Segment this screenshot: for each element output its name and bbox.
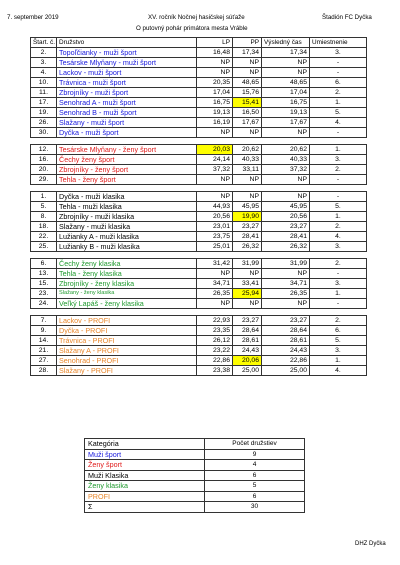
summary-row xyxy=(85,470,305,481)
summary-row xyxy=(85,460,305,471)
place-cell: 6. xyxy=(310,326,367,336)
lp-time-cell: NP xyxy=(197,299,233,309)
pp-time-cell: 15,41 xyxy=(233,98,262,108)
pp-time-cell: NP xyxy=(233,175,262,185)
place-cell: 2. xyxy=(310,165,367,175)
place-cell: 3. xyxy=(310,242,367,252)
start-number-cell: 18. xyxy=(31,222,57,232)
table-row xyxy=(31,212,367,222)
table-row xyxy=(31,108,367,118)
team-name-cell: Tehla - muži klasika xyxy=(57,202,197,212)
start-number-cell: 11. xyxy=(31,88,57,98)
lp-time-cell: 20,03 xyxy=(197,145,233,155)
pp-time-cell: 28,61 xyxy=(233,336,262,346)
table-row xyxy=(31,222,367,232)
pp-time-cell: 31,99 xyxy=(233,259,262,269)
team-name-cell: Veľký Lapáš - ženy klasika xyxy=(57,299,197,309)
team-name-cell: Slažany - muži šport xyxy=(57,118,197,128)
pp-time-cell: 20,62 xyxy=(233,145,262,155)
lp-time-cell: 23,01 xyxy=(197,222,233,232)
start-number-cell: 3. xyxy=(31,58,57,68)
place-cell: 3. xyxy=(310,48,367,58)
summary-header-row xyxy=(85,439,305,450)
team-name-cell: Senohrad B - muži šport xyxy=(57,108,197,118)
table-row xyxy=(31,192,367,202)
start-number-cell: 28. xyxy=(31,366,57,376)
start-number-cell: 6. xyxy=(31,259,57,269)
place-cell: 6. xyxy=(310,78,367,88)
team-name-cell: Lužianky B - muži klasika xyxy=(57,242,197,252)
lp-time-cell: 22,86 xyxy=(197,356,233,366)
table-row xyxy=(31,128,367,138)
place-cell: - xyxy=(310,128,367,138)
table-row xyxy=(31,118,367,128)
table-row xyxy=(31,299,367,309)
start-number-cell: 7. xyxy=(31,316,57,326)
summary-category-count: 6 xyxy=(205,491,305,502)
place-cell: 2. xyxy=(310,88,367,98)
pp-time-cell: 45,95 xyxy=(233,202,262,212)
pp-time-cell: NP xyxy=(233,269,262,279)
col-place-header: Umiestnenie xyxy=(310,38,367,48)
lp-time-cell: 24,14 xyxy=(197,155,233,165)
place-cell: 2. xyxy=(310,259,367,269)
team-name-cell: Slažany - PROFI xyxy=(57,366,197,376)
pp-time-cell: 25,94 xyxy=(233,289,262,299)
start-number-cell: 24. xyxy=(31,299,57,309)
summary-category-label: PROFI xyxy=(85,491,205,502)
table-row xyxy=(31,269,367,279)
summary-count-header: Počet družstiev xyxy=(205,439,305,450)
team-name-cell: Dyčka - PROFI xyxy=(57,326,197,336)
summary-category-count: 9 xyxy=(205,449,305,460)
event-title: XV. ročník Nočnej hasičskej súťaže xyxy=(148,14,245,21)
team-name-cell: Lackov - muži šport xyxy=(57,68,197,78)
final-time-cell: 17,04 xyxy=(262,88,310,98)
table-row xyxy=(31,88,367,98)
table-row xyxy=(31,78,367,88)
lp-time-cell: 23,38 xyxy=(197,366,233,376)
col-pp-header: PP xyxy=(233,38,262,48)
place-cell: - xyxy=(310,299,367,309)
summary-row xyxy=(85,502,305,513)
start-number-cell: 25. xyxy=(31,242,57,252)
pp-time-cell: 20,06 xyxy=(233,356,262,366)
start-number-cell: 10. xyxy=(31,78,57,88)
summary-category-count: 30 xyxy=(205,502,305,513)
pp-time-cell: NP xyxy=(233,58,262,68)
lp-time-cell: 31,42 xyxy=(197,259,233,269)
lp-time-cell: 19,13 xyxy=(197,108,233,118)
footer-organizer: DHZ Dyčka xyxy=(355,541,386,547)
start-number-cell: 26. xyxy=(31,118,57,128)
pp-time-cell: 28,41 xyxy=(233,232,262,242)
team-name-cell: Zbrojníky - muži šport xyxy=(57,88,197,98)
place-cell: 4. xyxy=(310,232,367,242)
lp-time-cell: 25,01 xyxy=(197,242,233,252)
table-row xyxy=(31,289,367,299)
table-row xyxy=(31,165,367,175)
lp-time-cell: NP xyxy=(197,269,233,279)
final-time-cell: NP xyxy=(262,175,310,185)
results-table xyxy=(30,37,367,376)
final-time-cell: 23,27 xyxy=(262,222,310,232)
team-name-cell: Tehla - ženy šport xyxy=(57,175,197,185)
place-cell: 3. xyxy=(310,346,367,356)
group-separator xyxy=(31,185,367,192)
final-time-cell: 31,99 xyxy=(262,259,310,269)
team-name-cell: Senohrad A - muži šport xyxy=(57,98,197,108)
lp-time-cell: 26,35 xyxy=(197,289,233,299)
team-name-cell: Zbrojníky - ženy klasika xyxy=(57,279,197,289)
final-time-cell: 16,75 xyxy=(262,98,310,108)
start-number-cell: 2. xyxy=(31,48,57,58)
start-number-cell: 12. xyxy=(31,145,57,155)
table-row xyxy=(31,336,367,346)
final-time-cell: 28,41 xyxy=(262,232,310,242)
table-row xyxy=(31,242,367,252)
team-name-cell: Slažany A - PROFI xyxy=(57,346,197,356)
results-header-row xyxy=(31,38,367,48)
final-time-cell: 17,67 xyxy=(262,118,310,128)
summary-row xyxy=(85,491,305,502)
final-time-cell: 17,34 xyxy=(262,48,310,58)
team-name-cell: Čechy ženy šport xyxy=(57,155,197,165)
final-time-cell: 25,00 xyxy=(262,366,310,376)
place-cell: 3. xyxy=(310,155,367,165)
table-row xyxy=(31,356,367,366)
start-number-cell: 4. xyxy=(31,68,57,78)
start-number-cell: 22. xyxy=(31,232,57,242)
table-row xyxy=(31,232,367,242)
lp-time-cell: 20,56 xyxy=(197,212,233,222)
start-number-cell: 5. xyxy=(31,202,57,212)
category-summary-table xyxy=(84,438,305,513)
start-number-cell: 14. xyxy=(31,336,57,346)
pp-time-cell: 33,41 xyxy=(233,279,262,289)
place-cell: 1. xyxy=(310,145,367,155)
pp-time-cell: 16,50 xyxy=(233,108,262,118)
group-separator xyxy=(31,309,367,316)
table-row xyxy=(31,68,367,78)
table-row xyxy=(31,48,367,58)
team-name-cell: Topoľčianky - muži šport xyxy=(57,48,197,58)
start-number-cell: 19. xyxy=(31,108,57,118)
final-time-cell: 24,43 xyxy=(262,346,310,356)
place-cell: 5. xyxy=(310,202,367,212)
final-time-cell: NP xyxy=(262,269,310,279)
lp-time-cell: 20,35 xyxy=(197,78,233,88)
group-separator xyxy=(31,252,367,259)
summary-category-label: Σ xyxy=(85,502,205,513)
lp-time-cell: 23,75 xyxy=(197,232,233,242)
pp-time-cell: 33,11 xyxy=(233,165,262,175)
place-cell: - xyxy=(310,269,367,279)
team-name-cell: Čechy ženy klasika xyxy=(57,259,197,269)
final-time-cell: 22,86 xyxy=(262,356,310,366)
pp-time-cell: 24,43 xyxy=(233,346,262,356)
start-number-cell: 8. xyxy=(31,212,57,222)
final-time-cell: NP xyxy=(262,58,310,68)
place-cell: 5. xyxy=(310,108,367,118)
table-row xyxy=(31,175,367,185)
start-number-cell: 17. xyxy=(31,98,57,108)
place-cell: 5. xyxy=(310,336,367,346)
final-time-cell: 28,61 xyxy=(262,336,310,346)
lp-time-cell: NP xyxy=(197,68,233,78)
lp-time-cell: 17,04 xyxy=(197,88,233,98)
team-name-cell: Lackov - PROFI xyxy=(57,316,197,326)
final-time-cell: 34,71 xyxy=(262,279,310,289)
lp-time-cell: NP xyxy=(197,192,233,202)
final-time-cell: 20,56 xyxy=(262,212,310,222)
start-number-cell: 30. xyxy=(31,128,57,138)
start-number-cell: 23. xyxy=(31,289,57,299)
table-row xyxy=(31,58,367,68)
table-row xyxy=(31,346,367,356)
place-cell: 3. xyxy=(310,279,367,289)
team-name-cell: Trávnica - muži šport xyxy=(57,78,197,88)
col-lp-header: LP xyxy=(197,38,233,48)
pp-time-cell: 23,27 xyxy=(233,316,262,326)
summary-category-header: Kategória xyxy=(85,439,205,450)
table-row xyxy=(31,326,367,336)
lp-time-cell: NP xyxy=(197,175,233,185)
place-cell: 2. xyxy=(310,222,367,232)
summary-category-count: 5 xyxy=(205,481,305,492)
pp-time-cell: 17,67 xyxy=(233,118,262,128)
team-name-cell: Tehla - ženy klasika xyxy=(57,269,197,279)
final-time-cell: 45,95 xyxy=(262,202,310,212)
place-cell: 1. xyxy=(310,356,367,366)
col-final-header: Výsledný čas xyxy=(262,38,310,48)
table-row xyxy=(31,366,367,376)
pp-time-cell: 40,33 xyxy=(233,155,262,165)
pp-time-cell: 23,27 xyxy=(233,222,262,232)
table-row xyxy=(31,316,367,326)
start-number-cell: 21. xyxy=(31,346,57,356)
team-name-cell: Trávnica - PROFI xyxy=(57,336,197,346)
final-time-cell: 37,32 xyxy=(262,165,310,175)
lp-time-cell: 37,32 xyxy=(197,165,233,175)
event-venue: Štadión FC Dyčka xyxy=(322,14,372,21)
table-row xyxy=(31,98,367,108)
pp-time-cell: NP xyxy=(233,128,262,138)
final-time-cell: 19,13 xyxy=(262,108,310,118)
pp-time-cell: 26,32 xyxy=(233,242,262,252)
lp-time-cell: 22,93 xyxy=(197,316,233,326)
lp-time-cell: 34,71 xyxy=(197,279,233,289)
pp-time-cell: 28,64 xyxy=(233,326,262,336)
summary-category-label: Muži šport xyxy=(85,449,205,460)
start-number-cell: 1. xyxy=(31,192,57,202)
event-date: 7. september 2019 xyxy=(7,14,59,21)
group-separator xyxy=(31,138,367,145)
start-number-cell: 13. xyxy=(31,269,57,279)
lp-time-cell: 16,75 xyxy=(197,98,233,108)
final-time-cell: 48,65 xyxy=(262,78,310,88)
table-row xyxy=(31,202,367,212)
place-cell: 1. xyxy=(310,289,367,299)
place-cell: 1. xyxy=(310,98,367,108)
place-cell: - xyxy=(310,58,367,68)
table-row xyxy=(31,155,367,165)
final-time-cell: NP xyxy=(262,128,310,138)
team-name-cell: Slažany - muži klasika xyxy=(57,222,197,232)
start-number-cell: 15. xyxy=(31,279,57,289)
place-cell: - xyxy=(310,175,367,185)
table-row xyxy=(31,145,367,155)
summary-category-count: 4 xyxy=(205,460,305,471)
final-time-cell: NP xyxy=(262,68,310,78)
start-number-cell: 16. xyxy=(31,155,57,165)
table-row xyxy=(31,279,367,289)
final-time-cell: 26,32 xyxy=(262,242,310,252)
start-number-cell: 29. xyxy=(31,175,57,185)
pp-time-cell: 25,00 xyxy=(233,366,262,376)
pp-time-cell: 48,65 xyxy=(233,78,262,88)
lp-time-cell: 16,48 xyxy=(197,48,233,58)
final-time-cell: 20,62 xyxy=(262,145,310,155)
team-name-cell: Slažany - ženy klasika xyxy=(57,289,197,299)
final-time-cell: 28,64 xyxy=(262,326,310,336)
place-cell: 2. xyxy=(310,316,367,326)
lp-time-cell: 23,22 xyxy=(197,346,233,356)
place-cell: 4. xyxy=(310,118,367,128)
team-name-cell: Lužianky A - muži klasika xyxy=(57,232,197,242)
lp-time-cell: NP xyxy=(197,128,233,138)
lp-time-cell: 16,19 xyxy=(197,118,233,128)
pp-time-cell: 15,76 xyxy=(233,88,262,98)
summary-category-label: Ženy šport xyxy=(85,460,205,471)
final-time-cell: NP xyxy=(262,192,310,202)
summary-category-label: Ženy klasika xyxy=(85,481,205,492)
final-time-cell: NP xyxy=(262,299,310,309)
lp-time-cell: NP xyxy=(197,58,233,68)
event-subtitle: O putovný pohár primátora mesta Vráble xyxy=(136,25,248,32)
team-name-cell: Dyčka - muži šport xyxy=(57,128,197,138)
lp-time-cell: 23,35 xyxy=(197,326,233,336)
team-name-cell: Senohrad - PROFI xyxy=(57,356,197,366)
place-cell: 1. xyxy=(310,212,367,222)
category-summary-body xyxy=(85,439,305,513)
place-cell: - xyxy=(310,192,367,202)
place-cell: - xyxy=(310,68,367,78)
start-number-cell: 20. xyxy=(31,165,57,175)
pp-time-cell: 19,90 xyxy=(233,212,262,222)
summary-category-label: Muži Klasika xyxy=(85,470,205,481)
team-name-cell: Zbrojníky - muži klasika xyxy=(57,212,197,222)
lp-time-cell: 26,12 xyxy=(197,336,233,346)
start-number-cell: 27. xyxy=(31,356,57,366)
team-name-cell: Tesárske Mlyňany - ženy šport xyxy=(57,145,197,155)
final-time-cell: 23,27 xyxy=(262,316,310,326)
pp-time-cell: NP xyxy=(233,299,262,309)
summary-row xyxy=(85,449,305,460)
place-cell: 4. xyxy=(310,366,367,376)
lp-time-cell: 44,93 xyxy=(197,202,233,212)
final-time-cell: 40,33 xyxy=(262,155,310,165)
table-row xyxy=(31,259,367,269)
summary-category-count: 6 xyxy=(205,470,305,481)
start-number-cell: 9. xyxy=(31,326,57,336)
pp-time-cell: 17,34 xyxy=(233,48,262,58)
team-name-cell: Zbrojníky - ženy šport xyxy=(57,165,197,175)
team-name-cell: Tesárske Mlyňany - muži šport xyxy=(57,58,197,68)
col-start-header: Štart. č. xyxy=(31,38,57,48)
pp-time-cell: NP xyxy=(233,68,262,78)
col-team-header: Družstvo xyxy=(57,38,197,48)
pp-time-cell: NP xyxy=(233,192,262,202)
results-body xyxy=(31,38,367,376)
team-name-cell: Dyčka - muži klasika xyxy=(57,192,197,202)
final-time-cell: 26,35 xyxy=(262,289,310,299)
summary-row xyxy=(85,481,305,492)
